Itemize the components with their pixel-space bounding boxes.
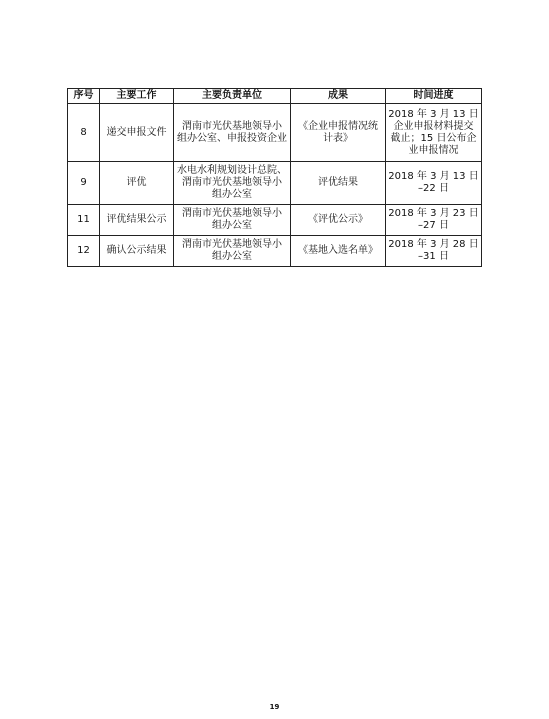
cell-result: 《基地入选名单》 <box>291 236 386 267</box>
table-row <box>68 205 482 236</box>
cell-schedule: 2018 年 3 月 13 日 –22 日 <box>386 162 482 205</box>
cell-serial-number: 9 <box>68 162 100 205</box>
cell-schedule: 2018 年 3 月 28 日 –31 日 <box>386 236 482 267</box>
cell-responsible-unit: 渭南市光伏基地领导小 组办公室 <box>174 205 291 236</box>
table-row <box>68 162 482 205</box>
cell-responsible-unit: 水电水利规划设计总院、 渭南市光伏基地领导小 组办公室 <box>174 162 291 205</box>
header-responsible-unit: 主要负责单位 <box>174 89 291 104</box>
header-main-task: 主要工作 <box>100 89 174 104</box>
header-serial-number: 序号 <box>68 89 100 104</box>
cell-responsible-unit: 渭南市光伏基地领导小 组办公室 <box>174 236 291 267</box>
cell-result: 评优结果 <box>291 162 386 205</box>
cell-serial-number: 8 <box>68 104 100 162</box>
cell-result: 《企业申报情况统 计表》 <box>291 104 386 162</box>
table-header-row <box>68 89 482 104</box>
header-schedule: 时间进度 <box>386 89 482 104</box>
cell-main-task: 评优 <box>100 162 174 205</box>
cell-main-task: 递交申报文件 <box>100 104 174 162</box>
table-row <box>68 236 482 267</box>
cell-serial-number: 11 <box>68 205 100 236</box>
cell-schedule: 2018 年 3 月 13 日 企业申报材料提交 截止；15 日公布企 业申报情况 <box>386 104 482 162</box>
cell-result: 《评优公示》 <box>291 205 386 236</box>
cell-responsible-unit: 渭南市光伏基地领导小 组办公室、申报投资企业 <box>174 104 291 162</box>
page-number: 19 <box>269 703 280 711</box>
schedule-table <box>67 88 482 267</box>
cell-main-task: 确认公示结果 <box>100 236 174 267</box>
table-row <box>68 104 482 162</box>
cell-main-task: 评优结果公示 <box>100 205 174 236</box>
header-result: 成果 <box>291 89 386 104</box>
cell-schedule: 2018 年 3 月 23 日 –27 日 <box>386 205 482 236</box>
cell-serial-number: 12 <box>68 236 100 267</box>
